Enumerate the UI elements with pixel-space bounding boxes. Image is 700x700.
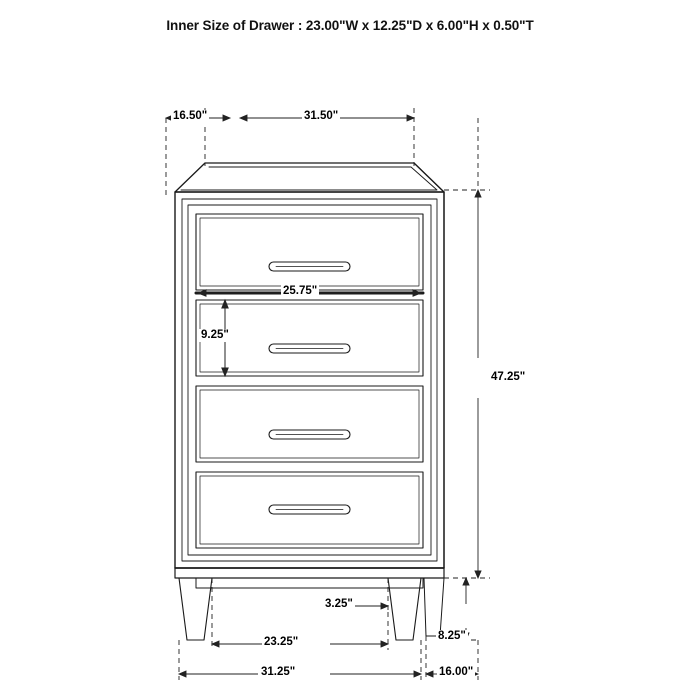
chest-base	[175, 568, 444, 640]
dimension-label-depth-top: 16.50"	[173, 110, 208, 122]
dimension-label-base-inset: 3.25"	[325, 598, 353, 610]
dimension-label-width-top: 31.50"	[304, 110, 339, 122]
chest-front-case	[175, 192, 444, 568]
dimension-label-total-height: 47.25"	[491, 371, 526, 383]
dimension-total-height	[444, 190, 490, 578]
dimension-label-drawer-width: 25.75"	[283, 285, 318, 297]
dimension-label-leg-height: 8.25"	[438, 630, 466, 642]
drawer-4	[196, 472, 423, 548]
dimension-label-base-inner-width: 23.25"	[264, 636, 299, 648]
chest-right-side	[414, 163, 444, 568]
dimension-label-overall-depth: 16.00"	[439, 666, 474, 678]
dimension-label-drawer-height: 9.25"	[201, 329, 229, 341]
drawer-3	[196, 386, 423, 462]
dimension-label-overall-width: 31.25"	[261, 666, 296, 678]
drawer-1	[196, 214, 423, 290]
page-title: Inner Size of Drawer : 23.00"W x 12.25"D x 6.00"H x 0.50"T	[166, 18, 534, 33]
chest-top-surface	[175, 163, 444, 192]
